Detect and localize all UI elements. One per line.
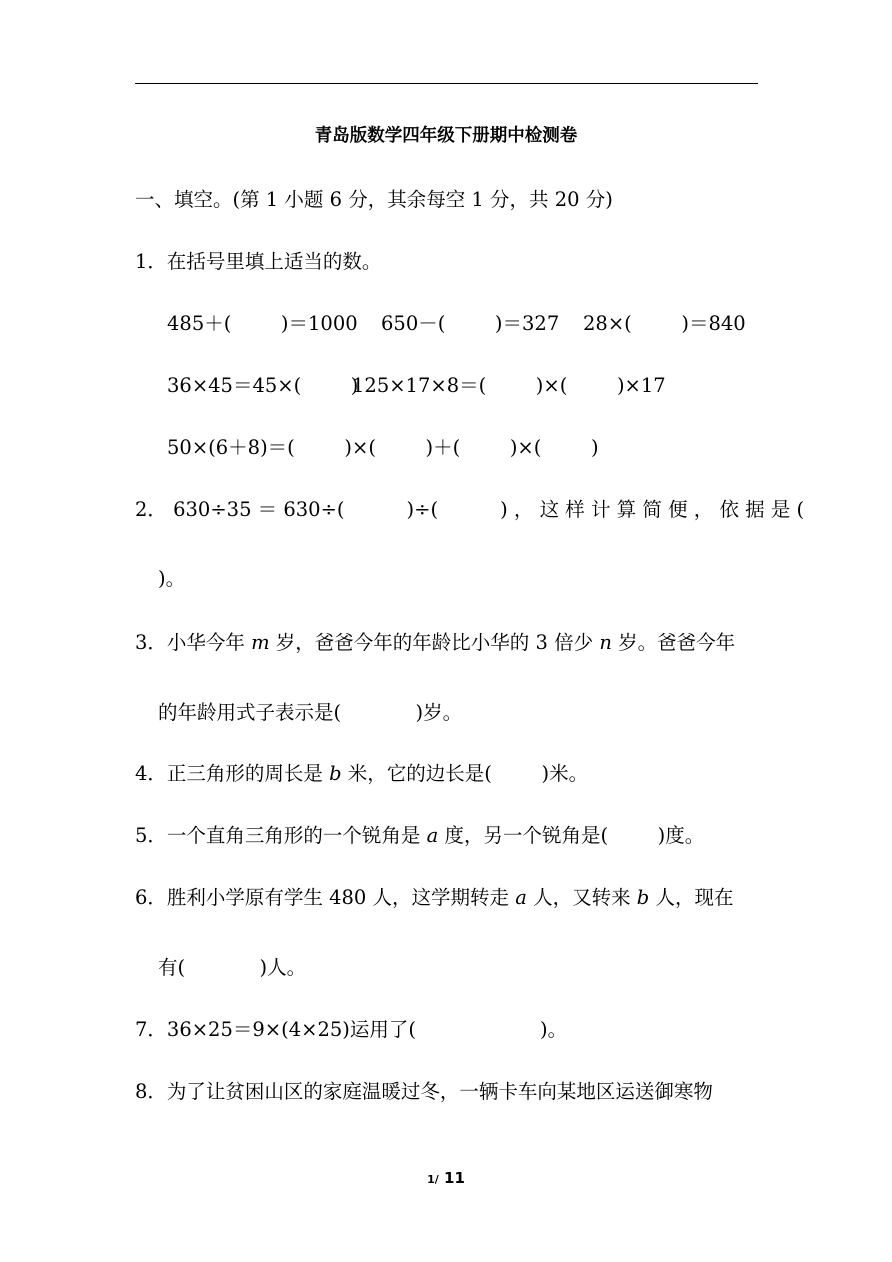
question-6-line1: 6．胜利小学原有学生 480 人，这学期转走 a 人，又转来 b 人，现在 [135,886,734,909]
question-4: 4．正三角形的周长是 b 米，它的边长是( )米。 [135,762,589,785]
q1-equation-4: 36×45＝45×( ) [167,374,359,397]
question-8-line1: 8．为了让贫困山区的家庭温暖过冬，一辆卡车向某地区运送御寒物 [135,1080,713,1103]
q1-equation-1: 485＋( )＝1000 [167,312,358,335]
q1-equation-5: 125×17×8＝( )×( )×17 [352,374,666,397]
q1-equation-6: 50×(6＋8)＝( )×( )＋( )×( ) [167,436,599,459]
page-number: 1/ 11 [427,1169,465,1187]
header-rule [135,83,758,84]
question-5: 5．一个直角三角形的一个锐角是 a 度，另一个锐角是( )度。 [135,824,705,847]
q1-equation-3: 28×( )＝840 [583,312,746,335]
question-3-line1: 3．小华今年 m 岁，爸爸今年的年龄比小华的 3 倍少 n 岁。爸爸今年 [135,631,736,654]
variable-b: b [329,762,342,785]
question-2-line2: )。 [158,567,186,590]
question-3-line2: 的年龄用式子表示是( )岁。 [158,701,463,724]
variable-a: a [515,886,527,909]
question-7: 7．36×25＝9×(4×25)运用了( )。 [135,1018,568,1041]
question-2-line1: 2． 630÷35 ＝ 630÷( )÷( ) ， 这 样 计 算 简 便 ， 依 据 是 ( [135,498,805,521]
question-6-line2: 有( )人。 [158,956,307,979]
q1-equation-2: 650－( )＝327 [381,312,560,335]
variable-b: b [636,886,650,909]
page-title: 青岛版数学四年级下册期中检测卷 [314,126,578,146]
question-1-stem: 1．在括号里填上适当的数。 [135,250,382,273]
section-heading: 一、填空。(第 1 小题 6 分，其余每空 1 分，共 20 分) [135,188,613,211]
variable-m: m [251,631,270,654]
variable-n: n [599,631,612,654]
variable-a: a [426,824,439,847]
